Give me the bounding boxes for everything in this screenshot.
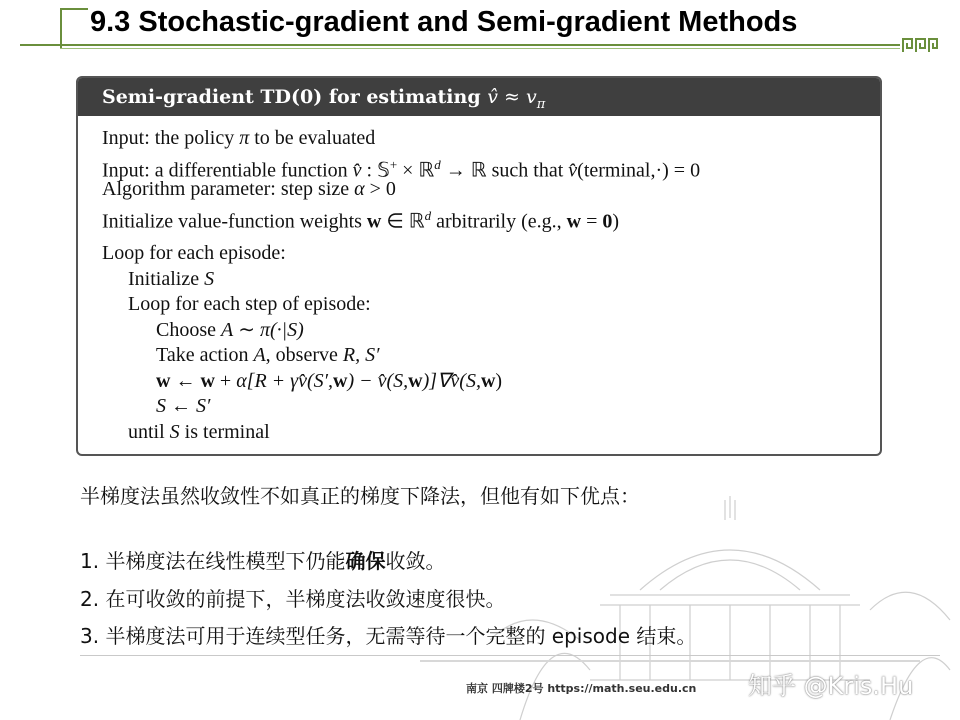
algorithm-body (78, 116, 880, 445)
text: , observe (265, 344, 343, 366)
algo-line-until-terminal (102, 420, 880, 446)
header-rule (20, 44, 900, 46)
math-pi: π (239, 127, 250, 149)
text: Input: the policy (102, 127, 240, 149)
algorithm-box (76, 76, 882, 456)
math-w: w (480, 369, 496, 392)
text: Initialize (128, 267, 205, 290)
math-alpha: α (354, 178, 365, 200)
math-zero: 0 (602, 210, 613, 233)
text: Input: a differentiable function (102, 159, 353, 182)
text: × ℝ (397, 159, 435, 182)
text: + (214, 369, 237, 392)
math-a: A (221, 318, 234, 341)
superscript: d (424, 207, 432, 223)
text: Algorithm parameter: step size (102, 178, 355, 200)
notes-item-2: 2. 在可收敛的前提下，半梯度法收敛速度很快。 (80, 587, 506, 611)
math-w: w (332, 369, 348, 392)
math-vhat: v̂ (352, 159, 362, 182)
footer-rule-thick (420, 660, 920, 662)
math-w: w (566, 210, 582, 233)
slide-title: 9.3 Stochastic-gradient and Semi-gradient Methods (90, 6, 798, 38)
meander-ornament-icon (902, 36, 938, 54)
algo-line-loop-step: Loop for each step of episode: (128, 293, 371, 315)
bold-text: 确保 (345, 549, 386, 573)
text: 收敛。 (385, 549, 446, 573)
text: (terminal,·) = 0 (577, 159, 701, 182)
text: to be evaluated (249, 127, 376, 149)
header-decoration (60, 8, 88, 48)
math-s: S (204, 267, 215, 290)
math-s: S (169, 420, 180, 443)
algorithm-header (78, 78, 880, 116)
algo-line-take-action (102, 343, 880, 369)
text: until (128, 420, 170, 443)
footer-address: 南京 四牌楼2号 https://math.seu.edu.cn (466, 682, 697, 695)
algo-line-initialize-s (102, 267, 880, 293)
algorithm-header-math-sub: π (536, 96, 546, 112)
text: Choose (156, 318, 221, 341)
text: > 0 (364, 178, 396, 200)
text: ) (612, 210, 620, 233)
watermark: 知乎 @Kris.Hu (748, 672, 914, 700)
algo-line-input-policy (102, 126, 880, 152)
text: arbitrarily (e.g., (431, 210, 567, 233)
algorithm-header-math: v̂ ≈ v (487, 86, 537, 108)
text: is terminal (179, 420, 270, 443)
math-w: w (200, 369, 215, 392)
algo-line-weight-update (102, 369, 880, 395)
math-r-s: R, S′ (342, 344, 380, 366)
text: ← (170, 369, 201, 392)
text: ∼ (233, 318, 260, 341)
math-w: w (408, 369, 423, 392)
superscript: d (434, 156, 441, 172)
text: ∈ ℝ (381, 210, 425, 233)
text: Take action (156, 344, 254, 366)
text: = (581, 210, 603, 233)
math-expr: α[R + γv̂(S′, (236, 369, 333, 392)
algo-line-loop-episode: Loop for each episode: (102, 242, 286, 264)
algorithm-header-text: Semi-gradient TD(0) for estimating (102, 86, 488, 108)
text: 1. 半梯度法在线性模型下仍能 (80, 549, 346, 573)
math-vhat: v̂ (568, 159, 578, 182)
text: : 𝕊 (361, 159, 390, 182)
text: Initialize value-function weights (102, 210, 367, 233)
text: ) (495, 369, 503, 392)
notes-item-3: 3. 半梯度法可用于连续型任务，无需等待一个完整的 episode 结束。 (80, 624, 697, 648)
superscript: + (389, 156, 398, 172)
math-w: w (366, 210, 382, 233)
algo-line-input-function (102, 152, 880, 182)
math-a: A (253, 344, 266, 366)
algo-line-initialize-weights (102, 203, 880, 233)
math-expr: )]∇v̂(S, (422, 369, 481, 392)
math-policy: π(·|S) (259, 318, 304, 341)
algo-line-choose-action (102, 318, 880, 344)
notes-item-1 (80, 545, 445, 574)
algo-line-assign-state: S ← S′ (156, 395, 211, 417)
math-expr: ) − v̂(S, (347, 369, 409, 392)
notes-intro: 半梯度法虽然收敛性不如真正的梯度下降法，但他有如下优点： (80, 484, 640, 508)
text: → ℝ such that (440, 159, 569, 182)
footer-rule (80, 655, 940, 656)
math-w: w (156, 369, 171, 392)
header-rule-thin (60, 48, 900, 49)
